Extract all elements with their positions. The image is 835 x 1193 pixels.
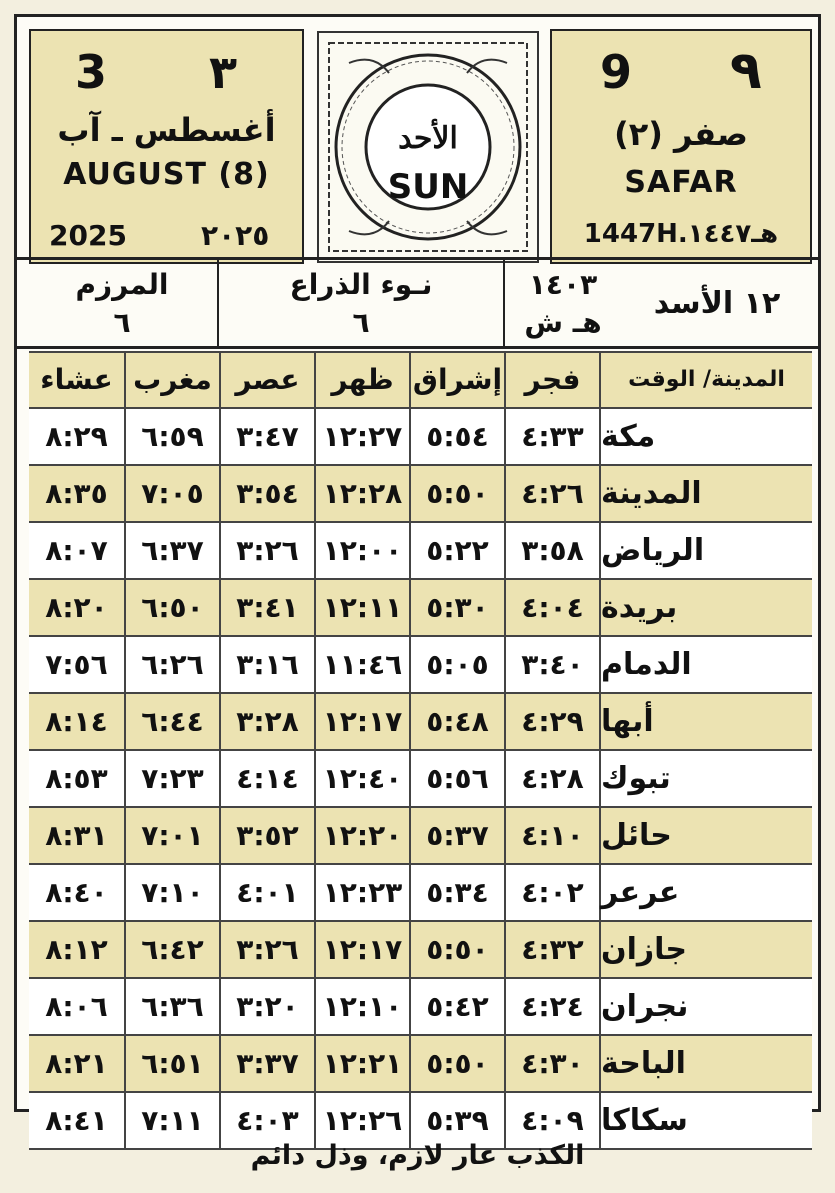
gregorian-day-en: 3 <box>75 45 108 99</box>
time-cell: ٧:١١ <box>124 1092 219 1149</box>
time-cell: ٥:٤٨ <box>409 693 504 750</box>
time-cell: ٨:٥٣ <box>45 762 108 795</box>
table-header-row <box>29 351 812 408</box>
time-cell: ٦:٤٢ <box>124 921 219 978</box>
city-name: بريدة <box>599 579 812 636</box>
time-cell: ٣:٢٨ <box>219 693 314 750</box>
hijri-month-en: SAFAR <box>624 165 738 200</box>
time-cell: ٥:٢٢ <box>409 522 504 579</box>
hijri-year: 1447H.هـ١٤٤٧ <box>583 219 779 249</box>
column-header: ظهر <box>314 351 409 408</box>
time-cell: ٤:٠٣ <box>219 1092 314 1149</box>
time-cell: ٣:٢٦ <box>219 522 314 579</box>
column-header: فجر <box>504 351 599 408</box>
table-row <box>29 579 812 636</box>
time-cell: ٤:٢٦ <box>504 465 599 522</box>
time-cell: ٧:١٠ <box>124 864 219 921</box>
row-divider <box>29 1091 812 1093</box>
season-info-row <box>17 257 818 349</box>
time-cell: ١٢:٢٦ <box>314 1092 409 1149</box>
time-cell: ٤:١٠ <box>504 807 599 864</box>
gregorian-year-en: 2025 <box>49 219 127 252</box>
time-cell: ٣:٥٨ <box>504 522 599 579</box>
city-name: جازان <box>599 921 812 978</box>
gregorian-month-en: AUGUST (8) <box>63 157 270 192</box>
table-row <box>29 636 812 693</box>
time-cell: ٨:٠٧ <box>45 534 108 567</box>
time-cell: ١١:٤٦ <box>314 636 409 693</box>
time-cell: ١٢:٢١ <box>314 1035 409 1092</box>
time-cell: ٤:٠٤ <box>504 579 599 636</box>
time-cell: ٨:٢٩ <box>45 420 108 453</box>
time-cell: ٨:٠٦ <box>45 990 108 1023</box>
city-name: تبوك <box>599 750 812 807</box>
solar-year: ١٤٠٣ <box>528 268 598 301</box>
city-column-header: المدينة/ الوقت <box>599 351 812 408</box>
city-name: مكة <box>599 408 812 465</box>
table-row <box>29 693 812 750</box>
time-cell: ٨:٢١ <box>45 1047 108 1080</box>
gregorian-day-ar: ٣ <box>209 45 238 99</box>
time-cell: ٣:٢٠ <box>219 978 314 1035</box>
time-cell: ٨:١٢ <box>45 933 108 966</box>
city-name: الدمام <box>599 636 812 693</box>
row-divider <box>29 1034 812 1036</box>
time-cell: ١٢:٢٠ <box>314 807 409 864</box>
city-name: الرياض <box>599 522 812 579</box>
table-row <box>29 864 812 921</box>
table-row <box>29 750 812 807</box>
time-cell: ١٢:١١ <box>314 579 409 636</box>
time-cell: ٨:٣١ <box>45 819 108 852</box>
row-divider <box>29 806 812 808</box>
column-header: إشراق <box>409 351 504 408</box>
time-cell: ١٢:١٧ <box>314 921 409 978</box>
season-number: ٦ <box>113 306 131 339</box>
time-cell: ٤:٣٢ <box>504 921 599 978</box>
column-header: عصر <box>219 351 314 408</box>
time-cell: ٤:٠١ <box>219 864 314 921</box>
time-cell: ٣:٤٧ <box>219 408 314 465</box>
time-cell: ١٢:٢٧ <box>314 408 409 465</box>
time-cell: ٣:٣٧ <box>219 1035 314 1092</box>
table-row <box>29 465 812 522</box>
time-cell: ٥:٠٥ <box>409 636 504 693</box>
seal-day-ar: الأحد <box>398 121 458 156</box>
time-cell: ٤:١٤ <box>219 750 314 807</box>
row-divider <box>29 351 812 353</box>
season-name: المرزم <box>75 268 169 301</box>
city-name: نجران <box>599 978 812 1035</box>
time-cell: ٣:١٦ <box>219 636 314 693</box>
time-cell: ١٢:٤٠ <box>314 750 409 807</box>
hijri-day-en: 9 <box>600 45 633 99</box>
hijri-month-ar: صفر (٢) <box>614 115 748 153</box>
row-divider <box>29 692 812 694</box>
time-cell: ٥:٥٠ <box>409 921 504 978</box>
solar-suffix: هـ ش <box>524 306 602 339</box>
time-cell: ٧:٠١ <box>124 807 219 864</box>
table-row <box>29 978 812 1035</box>
time-cell: ٤:٣٣ <box>504 408 599 465</box>
row-divider <box>29 407 812 409</box>
row-divider <box>29 977 812 979</box>
time-cell: ٤:٢٨ <box>504 750 599 807</box>
row-divider <box>29 521 812 523</box>
time-cell: ٥:٣٩ <box>409 1092 504 1149</box>
row-divider <box>29 464 812 466</box>
time-cell: ٨:٢٠ <box>45 591 108 624</box>
city-name: حائل <box>599 807 812 864</box>
hijri-day-ar: ٩ <box>730 41 762 101</box>
time-cell: ١٢:١٧ <box>314 693 409 750</box>
time-cell: ٨:٣٥ <box>45 477 108 510</box>
time-cell: ٦:٥٠ <box>124 579 219 636</box>
time-cell: ٥:٣٧ <box>409 807 504 864</box>
info-divider <box>503 260 505 346</box>
gregorian-month-ar: أغسطس ـ آب <box>57 111 276 149</box>
time-cell: ١٢:٠٠ <box>314 522 409 579</box>
city-name: عرعر <box>599 864 812 921</box>
time-cell: ٥:٣٤ <box>409 864 504 921</box>
column-header: مغرب <box>124 351 219 408</box>
time-cell: ٤:٠٢ <box>504 864 599 921</box>
calendar-sheet <box>14 14 821 1138</box>
seal-day-en: SUN <box>387 167 469 207</box>
time-cell: ٥:٥٠ <box>409 465 504 522</box>
row-divider <box>29 635 812 637</box>
time-cell: ٣:٥٢ <box>219 807 314 864</box>
row-divider <box>29 749 812 751</box>
row-divider <box>29 920 812 922</box>
city-name: سكاكا <box>599 1092 812 1149</box>
zodiac: ١٢ الأسد <box>653 286 781 321</box>
table-row <box>29 1035 812 1092</box>
table-row <box>29 807 812 864</box>
time-cell: ٧:٥٦ <box>45 648 108 681</box>
time-cell: ٧:٢٣ <box>124 750 219 807</box>
time-cell: ٥:٥٦ <box>409 750 504 807</box>
row-divider <box>29 578 812 580</box>
time-cell: ٣:٤٠ <box>504 636 599 693</box>
hijri-date-box <box>550 29 812 264</box>
time-cell: ٣:٤١ <box>219 579 314 636</box>
row-divider <box>29 863 812 865</box>
time-cell: ٣:٢٦ <box>219 921 314 978</box>
day-seal <box>317 31 539 263</box>
column-header: عشاء <box>40 363 113 396</box>
time-cell: ٤:٢٤ <box>504 978 599 1035</box>
naw-number: ٦ <box>352 306 370 339</box>
city-name: الباحة <box>599 1035 812 1092</box>
time-cell: ٤:٢٩ <box>504 693 599 750</box>
time-cell: ٦:٣٦ <box>124 978 219 1035</box>
time-cell: ٥:٣٠ <box>409 579 504 636</box>
time-cell: ٧:٠٥ <box>124 465 219 522</box>
table-row <box>29 921 812 978</box>
time-cell: ٣:٥٤ <box>219 465 314 522</box>
city-name: أبها <box>599 693 812 750</box>
footer-proverb: الكذب عار لازم، وذل دائم <box>250 1140 585 1171</box>
gregorian-year-ar: ٢٠٢٥ <box>201 219 270 252</box>
time-cell: ٨:٤٠ <box>45 876 108 909</box>
city-name: المدينة <box>599 465 812 522</box>
time-cell: ١٢:٢٨ <box>314 465 409 522</box>
time-cell: ٥:٥٠ <box>409 1035 504 1092</box>
time-cell: ٦:٣٧ <box>124 522 219 579</box>
time-cell: ٨:٤١ <box>45 1104 108 1137</box>
time-cell: ٦:٤٤ <box>124 693 219 750</box>
time-cell: ٨:١٤ <box>45 705 108 738</box>
table-row <box>29 408 812 465</box>
time-cell: ٥:٥٤ <box>409 408 504 465</box>
time-cell: ٤:٣٠ <box>504 1035 599 1092</box>
table-row <box>29 522 812 579</box>
time-cell: ٤:٠٩ <box>504 1092 599 1149</box>
time-cell: ٦:٥٩ <box>124 408 219 465</box>
naw-name: نـوء الذراع <box>289 268 433 301</box>
time-cell: ٦:٥١ <box>124 1035 219 1092</box>
time-cell: ١٢:٢٣ <box>314 864 409 921</box>
time-cell: ١٢:١٠ <box>314 978 409 1035</box>
time-cell: ٦:٢٦ <box>124 636 219 693</box>
time-cell: ٥:٤٢ <box>409 978 504 1035</box>
gregorian-date-box <box>29 29 304 264</box>
